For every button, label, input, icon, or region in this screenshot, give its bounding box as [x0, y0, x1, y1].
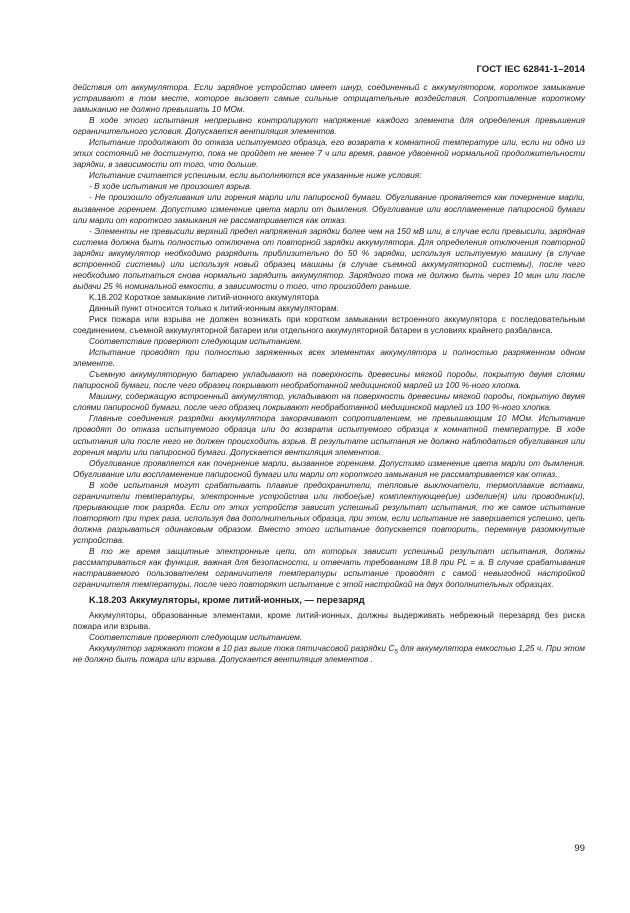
paragraph: Испытание проводят при полностью заряженных всех элементах аккумулятора и полностью разряженном одном элементе.	[73, 347, 585, 369]
paragraph: Риск пожара или взрыва не должен возникать при коротком замыкании встроенного аккумулятора с последовательным соединением, съемной аккумуляторной батареи или отдельного аккумуляторной батареи в условиях крайнего разбаланса.	[73, 313, 585, 336]
paragraph: - Элементы не превысили верхний предел напряжения зарядки более чем на 150 мВ или, в случае если превысили, зарядная система должна быть полностью отключена от повторной зарядки аккумулятора. Для определения отключения повторной зарядки аккумулятор необходимо разрядить приблизительно до 50 % зарядки, используя испытуемую машину (в случае встроенной системы) или используя новый образец машины (в случае съемной аккумуляторной системы), после чего необходимо попытаться снова нормально зарядить аккумулятор. Зарядного тока не должно быть через 10 мин или после выдачи 25 % номинальной емкости, в зависимости о того, что произойдет раньше.	[73, 225, 585, 291]
paragraph: Испытание продолжают до отказа испытуемого образца, его возврата к комнатной температуре или, если ни одно из этих состояний не достигнуто, пока не пройдет не менее 7 ч или время, равное удвоенной нормальной продолжительности зарядки, в зависимости от того, что дольше.	[73, 137, 585, 170]
section-k18-203-body	[73, 610, 585, 643]
document-header: ГОСТ IEC 62841-1–2014	[476, 64, 585, 75]
paragraph: действия от аккумулятора. Если зарядное устройство имеет шнур, соединенный с аккумулятором, короткое замыкание устраивают в том месте, которое вызовет самые сильные отрицательные воздействия. Сопротивление короткому замыканию не должно превышать 10 МОм.	[73, 82, 585, 115]
paragraph: Обугливание проявляется как почернение марли, вызванное горением. Допустимо изменение цвета марли от дымления. Обугливание или воспламенение папиросной бумаги или марли от короткого замыкания не рассматривается как отказ.	[73, 457, 585, 479]
paragraph: В ходе этого испытания непрерывно контролируют напряжение каждого элемента для определения превышения ограничительного условия. Допускается вентиляция элементов.	[73, 115, 585, 137]
paragraph: Аккумуляторы, образованные элементами, кроме литий-ионных, должны выдерживать небрежный перезаряд без риска пожара или взрыва.	[73, 610, 585, 632]
paragraph: Испытание считается успешным, если выполняются все указанные ниже условия:	[89, 170, 422, 181]
paragraph: K.18.202 Короткое замыкание литий-ионного аккумулятора	[89, 291, 319, 302]
paragraph: - В ходе испытания не произошел взрыв.	[89, 181, 252, 192]
page-body	[73, 82, 585, 665]
paragraph: Главные соединения разрядки аккумулятора закорачивают сопротивлением, не превышающим 10 МОм. Испытание проводят до отказа испытуемого образца или до возврата испытуемого образца к комнатной температуре. В ходе испытания или после него не должен происходить взрыв. В результате испытания не должно наблюдаться обугливания или горения марли или папиросной бумаги. Допускается вентиляция элементов.	[73, 413, 585, 457]
paragraph: Данный пункт относится только к литий-ионным аккумуляторам.	[89, 302, 339, 313]
paragraph: Соответствие проверяют следующим испытанием.	[89, 336, 303, 347]
subscript: 5	[394, 650, 398, 656]
paragraph: Съемную аккумуляторную батарею укладывают на поверхность древесины мягкой породы, покрытую двумя слоями папиросной бумаги, после чего образец покрывают необработанной медицинской марлей из 100 %-ного хлопка.	[73, 369, 585, 391]
paragraph: В ходе испытания могут срабатывать плавкие предохранители, тепловые выключатели, термоплавкие вставки, ограничители температуры, электронные устройства или любое(ые) комплектующее(ие) изделие(я) или проводник(и), прерывающие ток разряда. Если от этих устройств зависит успешный результат испытания, то же самое испытание повторяют при трех раза, используя два дополнительных образца, при этом, если испытание не завершается успешно, цепь должна разрываться одинаковым образом. Вместо этого испытание допускается повторить, перемкнув разомкнутые устройства.	[73, 479, 585, 545]
page-number: 99	[574, 843, 585, 854]
paragraph: Машину, содержащую встроенный аккумулятор, укладывают на поверхность древесины мягкой породы, покрытую двумя слоями папиросной бумаги, после чего образец покрывают необработанной медицинской марлей из 100 %-ного хлопка.	[73, 391, 585, 413]
paragraph-last-after: для аккумулятора емкостью 1,25 ч. При этом не должно быть пожара или взрыва. Допускается вентиляция элементов .	[73, 643, 585, 665]
section-k18-201-continuation	[73, 82, 585, 590]
section-heading: K.18.203 Аккумуляторы, кроме литий-ионных, — перезаряд	[89, 595, 365, 606]
paragraph-last	[73, 643, 585, 665]
paragraph: Соответствие проверяют следующим испытанием.	[89, 632, 303, 643]
paragraph-last-before: Аккумулятор заряжают током в 10 раз выше тока пятичасовой разрядки C	[89, 643, 395, 654]
paragraph: - Не произошло обугливания или горения марли или папиросной бумаги. Обугливание проявляется как почернение марли, вызванное горением. Допустимо изменение цвета марли от дымления. Обугливание или воспламенение папиросной бумаги или марли от короткого замыкания не рассматривается как отказ.	[73, 192, 585, 225]
paragraph: В то же время защитные электронные цепи, от которых зависит успешный результат испытания, должны рассматриваться как функция, важная для безопасности, и отвечать требованиям 18.8 при PL = a. В случае срабатывания настраиваемого пользователем ограничителя температуры испытание проводят с самой невыгодной настройкой ограничителя температуры, после чего повторяют испытание с этой настройкой на двух дополнительных образцах.	[73, 545, 585, 590]
